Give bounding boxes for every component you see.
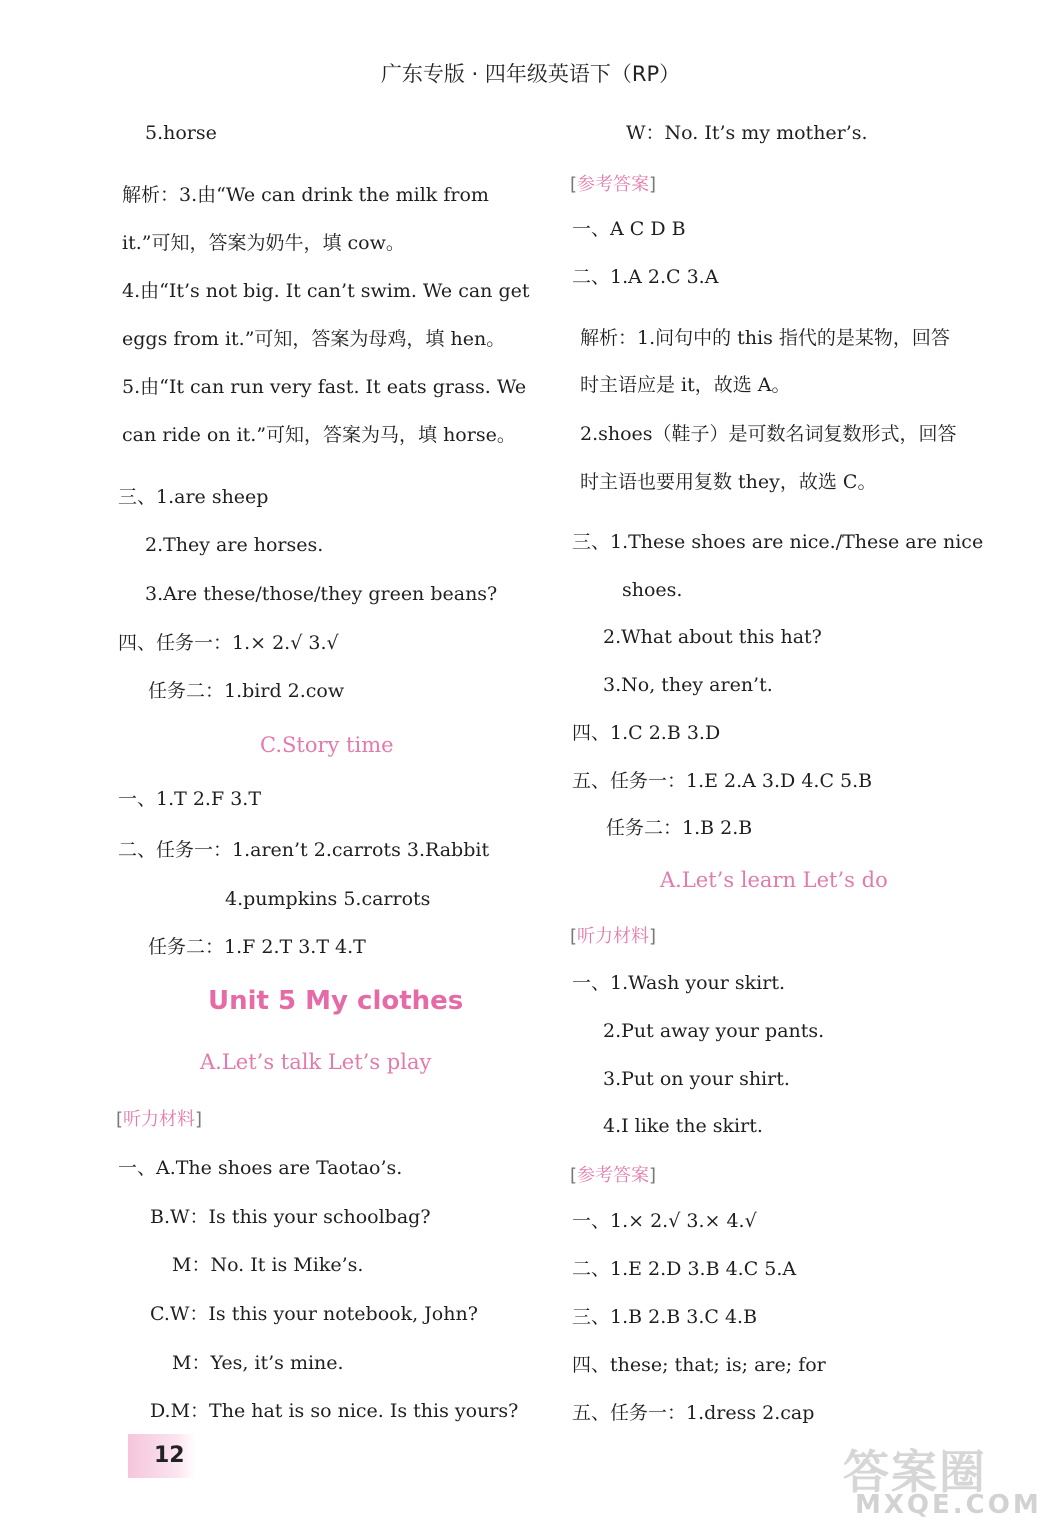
transcript-line: 一、A.The shoes are Taotao’s. bbox=[118, 1157, 403, 1179]
bracket-label-text: 参考答案 bbox=[577, 174, 650, 195]
answer-line: 5.horse bbox=[145, 122, 217, 144]
transcript-line: D.M：The hat is so nice. Is this yours? bbox=[150, 1400, 519, 1422]
watermark-url: MXQE.COM bbox=[855, 1490, 1042, 1520]
answer-line: 一、A C D B bbox=[572, 218, 686, 240]
bracket-label: [听力材料] bbox=[116, 1109, 203, 1130]
section-heading: A.Let’s talk Let’s play bbox=[200, 1050, 432, 1074]
transcript-line: M：Yes, it’s mine. bbox=[172, 1352, 344, 1374]
answer-line: 3.No, they aren’t. bbox=[603, 674, 773, 696]
answer-line: 三、1.These shoes are nice./These are nice bbox=[572, 531, 984, 553]
transcript-line: 一、1.Wash your skirt. bbox=[572, 972, 785, 994]
answer-line: 四、these; that; is; are; for bbox=[572, 1354, 826, 1376]
answer-line: 二、1.A 2.C 3.A bbox=[572, 266, 719, 288]
transcript-line: C.W：Is this your notebook, John? bbox=[150, 1303, 478, 1325]
transcript-line: B.W：Is this your schoolbag? bbox=[150, 1206, 431, 1228]
section-heading: C.Story time bbox=[260, 733, 394, 757]
answer-line: 4.pumpkins 5.carrots bbox=[225, 888, 431, 910]
answer-line: 一、1.T 2.F 3.T bbox=[118, 788, 261, 810]
analysis-line: 4.由“It’s not big. It can’t swim. We can get bbox=[122, 280, 530, 302]
analysis-line: 解析：3.由“We can drink the milk from bbox=[122, 184, 489, 206]
unit-title: Unit 5 My clothes bbox=[208, 986, 464, 1016]
answer-line: 三、1.are sheep bbox=[118, 486, 269, 508]
answer-line: 任务二：1.B 2.B bbox=[606, 817, 753, 839]
answer-line: 一、1.× 2.√ 3.× 4.√ bbox=[572, 1210, 757, 1232]
page-number: 12 bbox=[128, 1434, 196, 1478]
analysis-line: 2.shoes（鞋子）是可数名词复数形式，回答 bbox=[580, 423, 957, 445]
answer-line: 五、任务一：1.E 2.A 3.D 4.C 5.B bbox=[572, 770, 873, 792]
watermark-logo bbox=[843, 1436, 1043, 1526]
bracket-label-text: 听力材料 bbox=[123, 1109, 196, 1130]
analysis-line: can ride on it.”可知，答案为马，填 horse。 bbox=[122, 424, 516, 446]
answer-line: 四、1.C 2.B 3.D bbox=[572, 722, 721, 744]
analysis-line: 时主语应是 it，故选 A。 bbox=[580, 374, 791, 396]
answer-line: 二、1.E 2.D 3.B 4.C 5.A bbox=[572, 1258, 797, 1280]
analysis-line: 5.由“It can run very fast. It eats grass. We bbox=[122, 376, 527, 398]
answer-line: 任务二：1.F 2.T 3.T 4.T bbox=[148, 936, 366, 958]
watermark-text: 答案圈 bbox=[843, 1445, 987, 1499]
analysis-line: 时主语也要用复数 they，故选 C。 bbox=[580, 471, 877, 493]
answer-line: 四、任务一：1.× 2.√ 3.√ bbox=[118, 632, 339, 654]
answer-line: 三、1.B 2.B 3.C 4.B bbox=[572, 1306, 758, 1328]
answer-line: 二、任务一：1.aren’t 2.carrots 3.Rabbit bbox=[118, 839, 490, 861]
answer-line: 3.Are these/those/they green beans? bbox=[145, 583, 498, 605]
bracket-label: [参考答案] bbox=[570, 174, 657, 195]
answer-line: 2.What about this hat? bbox=[603, 626, 822, 648]
answer-line: shoes. bbox=[622, 579, 683, 601]
transcript-line: 4.I like the skirt. bbox=[603, 1115, 763, 1137]
transcript-line: W：No. It’s my mother’s. bbox=[626, 122, 868, 144]
bracket-label-text: 参考答案 bbox=[577, 1165, 650, 1186]
bracket-label: [听力材料] bbox=[570, 926, 657, 947]
transcript-line: 3.Put on your shirt. bbox=[603, 1068, 790, 1090]
section-heading: A.Let’s learn Let’s do bbox=[660, 868, 888, 892]
analysis-line: 解析：1.问句中的 this 指代的是某物，回答 bbox=[580, 327, 950, 349]
answer-line: 五、任务一：1.dress 2.cap bbox=[572, 1402, 815, 1424]
transcript-line: M：No. It is Mike’s. bbox=[172, 1254, 364, 1276]
transcript-line: 2.Put away your pants. bbox=[603, 1020, 825, 1042]
answer-line: 任务二：1.bird 2.cow bbox=[148, 680, 345, 702]
answer-line: 2.They are horses. bbox=[145, 534, 324, 556]
analysis-line: eggs from it.”可知，答案为母鸡，填 hen。 bbox=[122, 328, 506, 350]
analysis-line: it.”可知，答案为奶牛，填 cow。 bbox=[122, 232, 405, 254]
page-header: 广东专版 · 四年级英语下（RP） bbox=[380, 62, 681, 86]
bracket-label: [参考答案] bbox=[570, 1165, 657, 1186]
bracket-label-text: 听力材料 bbox=[577, 926, 650, 947]
